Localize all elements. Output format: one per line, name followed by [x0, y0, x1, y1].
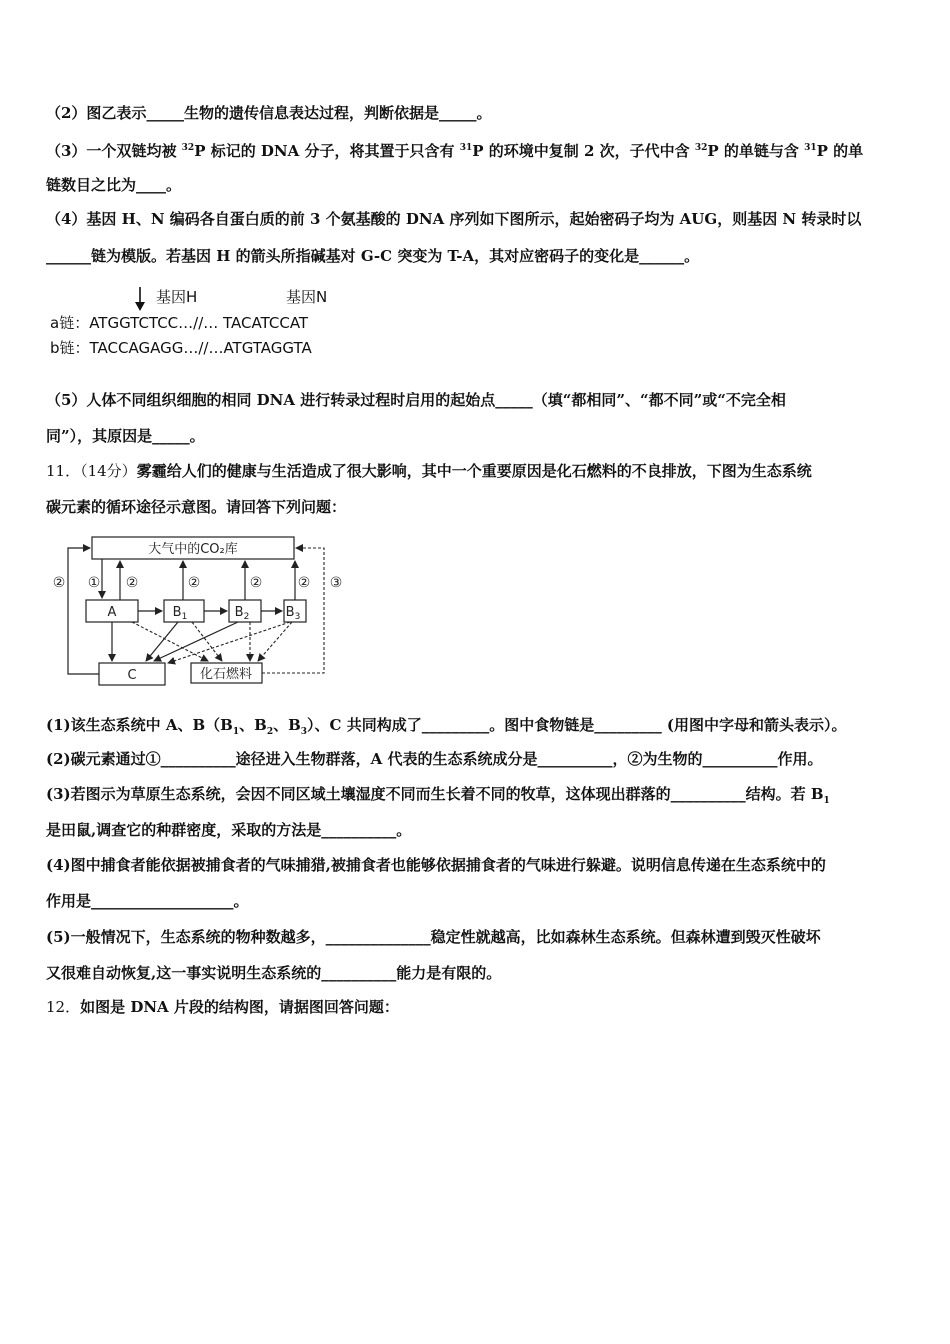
- fossil-fuel-label: 化石燃料: [199, 667, 253, 682]
- q11-sub3-line1: (3)若图示为草原生态系统，会因不同区域土壤湿度不同而生长着不同的牧草，这体现出群落的__________结构。若 $B_1$: [46, 785, 830, 806]
- arrow-b3-to-c: [168, 622, 290, 663]
- node-b3-label: $B_3$: [285, 605, 301, 622]
- q10-part2: （2）图乙表示_____生物的遗传信息表达过程，判断依据是_____。: [46, 104, 492, 122]
- q11-sub5-line2: 又很难自动恢复,这一事实说明生态系统的__________能力是有限的。: [46, 964, 502, 982]
- strand-b: b链：TACCAGAGG…//…ATGTAGGTA: [50, 339, 312, 357]
- q11-intro-line2: 碳元素的循环途径示意图。请回答下列问题：: [46, 498, 347, 516]
- q11-sub5-line1: (5)一般情况下，生态系统的物种数越多，______________稳定性就越高，比如森林生态系统。但森林遭到毁灭性破坏: [46, 928, 821, 946]
- q11-sub3-line2: 是田鼠,调查它的种群密度，采取的方法是__________。: [46, 821, 412, 839]
- node-a-label: A: [107, 605, 117, 620]
- marker-3: ③: [329, 575, 343, 591]
- q11-sub2: (2)碳元素通过①__________途径进入生物群落，A 代表的生态系统成分是__________，②为生物的__________作用。: [46, 750, 823, 768]
- marker-2-b3: ②: [297, 575, 311, 591]
- marker-2-b2: ②: [249, 575, 263, 591]
- q10-part3-line2: 链数目之比为____。: [46, 176, 182, 194]
- q12-number: 12．: [46, 998, 81, 1016]
- node-b1-label: $B_1$: [172, 605, 188, 622]
- marker-2-left: ②: [52, 575, 66, 591]
- q11-sub1: (1)该生态系统中 A、$B(B_1$、$B_2$、$B_3$）、C 共同构成了_________。图中食物链是_________ (用图中字母和箭头表示）。: [46, 716, 847, 737]
- co2-pool-label: 大气中的CO₂库: [148, 542, 238, 557]
- q11-intro-line1: 11．（14分）雾霾给人们的健康与生活造成了很大影响，其中一个重要原因是化石燃料的不良排放，下图为生态系统: [46, 462, 812, 480]
- gene-h-label: 基因H: [156, 288, 198, 306]
- strand-a: a链：ATGGTCTCC…//… TACATCCAT: [50, 314, 309, 332]
- q12-intro: 12．如图是 DNA 片段的结构图，请据图回答问题：: [46, 998, 399, 1016]
- q10-part5-line1: （5）人体不同组织细胞的相同 DNA 进行转录过程时启用的起始点_____（填“都相同”、“都不同”或“不完全相: [46, 391, 786, 409]
- carbon-cycle-diagram: [46, 532, 356, 692]
- marker-2-a: ②: [125, 575, 139, 591]
- gene-n-label: 基因N: [286, 288, 328, 306]
- marker-1: ①: [87, 575, 101, 591]
- node-c-label: C: [127, 668, 137, 683]
- q10-part4-line1: （4）基因 H、N 编码各自蛋白质的前 3 个氨基酸的 DNA 序列如下图所示，起始密码子均为 AUG，则基因 N 转录时以: [46, 210, 862, 228]
- q10-part3-line1: （3）一个双链均被 $^{32}$P 标记的 DNA 分子，将其置于只含有 $^{31}$P 的环境中复制 2 次，子代中含 $^{32}$P 的单链与含 $^{31}$P 的单: [46, 142, 864, 160]
- mutation-arrow-icon: [135, 302, 145, 311]
- q10-part4-line2: ______链为模版。若基因 H 的箭头所指碱基对 G-C 突变为 T-A，其对应密码子的变化是______。: [46, 247, 700, 265]
- q10-part5-line2: 同”），其原因是_____。: [46, 427, 205, 445]
- q11-sub4-line1: (4)图中捕食者能依据被捕食者的气味捕猎,被捕食者也能够依据捕食者的气味进行躲避。说明信息传递在生态系统中的: [46, 856, 826, 874]
- arrow-b1-to-c: [146, 622, 178, 661]
- q11-number: 11．: [46, 462, 81, 480]
- node-b2-label: $B_2$: [234, 605, 250, 622]
- q11-sub4-line2: 作用是___________________。: [46, 892, 249, 910]
- arrow-c-to-co2: [68, 548, 99, 674]
- q11-score: （14分）: [80, 462, 137, 480]
- marker-2-b1: ②: [187, 575, 201, 591]
- dna-sequence-figure: [46, 282, 386, 362]
- arrow-b3-to-fossil: [258, 622, 292, 661]
